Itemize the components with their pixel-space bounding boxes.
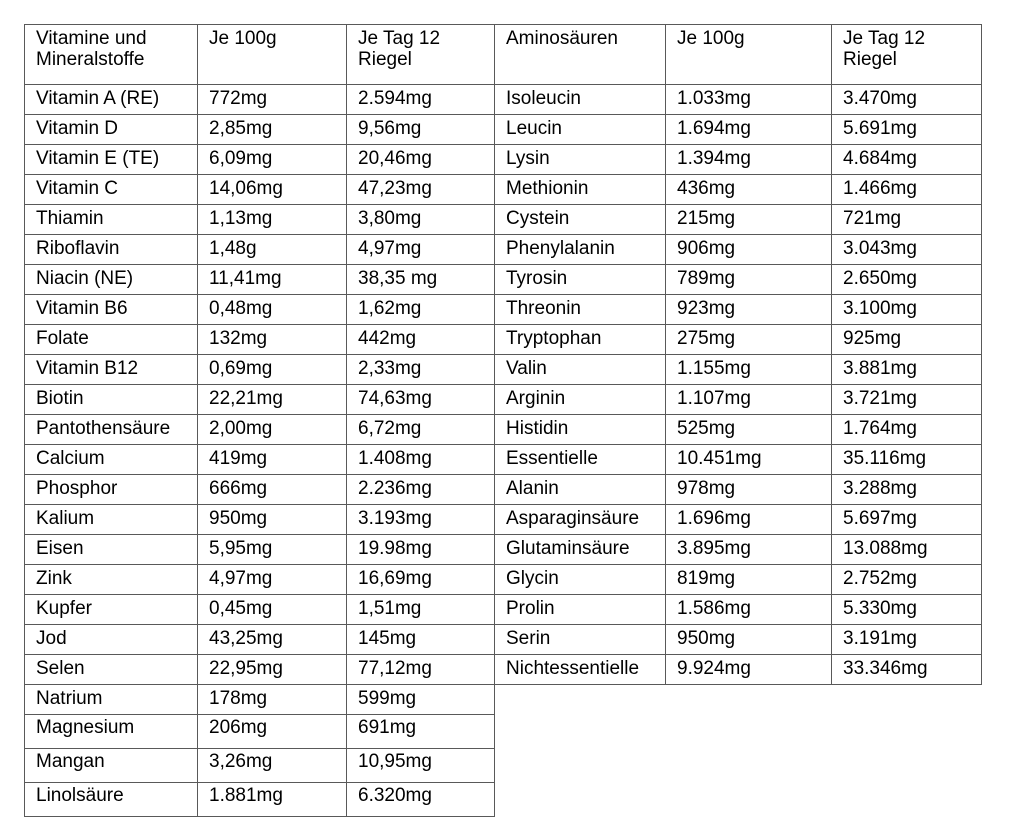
vitamins-cell: 9,56mg [347,115,495,145]
amino-cell: 525mg [666,415,832,445]
table-row [25,145,495,175]
amino-cell: 1.764mg [832,415,982,445]
amino-cell: 1.107mg [666,385,832,415]
amino-cell: 215mg [666,205,832,235]
amino-cell: 1.155mg [666,355,832,385]
vitamins-cell: 132mg [198,325,347,355]
amino-cell: 3.288mg [832,475,982,505]
vitamins-cell: Magnesium [25,715,198,749]
vitamins-cell: 16,69mg [347,565,495,595]
vitamins-cell: 4,97mg [198,565,347,595]
vitamins-cell: Riboflavin [25,235,198,265]
vitamins-header-cell: Je Tag 12 Riegel [347,25,495,85]
amino-cell: Isoleucin [495,85,666,115]
amino-header-row [495,25,982,85]
amino-cell: 3.100mg [832,295,982,325]
vitamins-cell: 691mg [347,715,495,749]
table-row [25,115,495,145]
vitamins-cell: Niacin (NE) [25,265,198,295]
table-row [495,175,982,205]
table-row [495,295,982,325]
vitamins-header-cell: Je 100g [198,25,347,85]
table-row [25,625,495,655]
amino-header-cell: Je 100g [666,25,832,85]
amino-cell: Arginin [495,385,666,415]
vitamins-cell: 772mg [198,85,347,115]
amino-cell: Nichtessentielle [495,655,666,685]
vitamins-cell: 145mg [347,625,495,655]
vitamins-cell: 206mg [198,715,347,749]
table-row [25,325,495,355]
amino-cell: Tyrosin [495,265,666,295]
amino-header-cell: Aminosäuren [495,25,666,85]
vitamins-cell: 950mg [198,505,347,535]
vitamins-cell: 2,85mg [198,115,347,145]
amino-cell: Threonin [495,295,666,325]
amino-acids-table [494,24,982,685]
table-row [495,235,982,265]
table-row [25,715,495,749]
table-row [495,445,982,475]
table-row [25,295,495,325]
amino-cell: 9.924mg [666,655,832,685]
vitamins-cell: 2.594mg [347,85,495,115]
table-row [25,205,495,235]
vitamins-cell: Vitamin E (TE) [25,145,198,175]
amino-cell: 3.470mg [832,85,982,115]
table-row [25,749,495,783]
table-row [25,355,495,385]
amino-cell: Alanin [495,475,666,505]
amino-cell: 950mg [666,625,832,655]
vitamins-cell: 6,09mg [198,145,347,175]
vitamins-cell: 5,95mg [198,535,347,565]
amino-cell: 3.721mg [832,385,982,415]
vitamins-cell: Calcium [25,445,198,475]
amino-cell: 275mg [666,325,832,355]
amino-cell: 923mg [666,295,832,325]
vitamins-table [24,24,495,817]
amino-cell: 1.033mg [666,85,832,115]
vitamins-cell: 419mg [198,445,347,475]
amino-cell: 3.191mg [832,625,982,655]
amino-cell: 819mg [666,565,832,595]
amino-cell: Tryptophan [495,325,666,355]
table-row [495,655,982,685]
vitamins-cell: 1,51mg [347,595,495,625]
amino-cell: 10.451mg [666,445,832,475]
amino-cell: 5.697mg [832,505,982,535]
vitamins-cell: 1.881mg [198,783,347,817]
amino-cell: 906mg [666,235,832,265]
vitamins-cell: 6,72mg [347,415,495,445]
vitamins-cell: 442mg [347,325,495,355]
table-row [25,175,495,205]
vitamins-cell: Vitamin A (RE) [25,85,198,115]
table-row [25,235,495,265]
vitamins-cell: Kupfer [25,595,198,625]
table-row [25,85,495,115]
vitamins-cell: Linolsäure [25,783,198,817]
table-row [495,505,982,535]
vitamins-cell: 77,12mg [347,655,495,685]
vitamins-cell: 3,26mg [198,749,347,783]
amino-cell: Prolin [495,595,666,625]
amino-cell: 1.466mg [832,175,982,205]
vitamins-cell: Pantothensäure [25,415,198,445]
vitamins-cell: 1,13mg [198,205,347,235]
table-row [495,595,982,625]
vitamins-cell: 0,48mg [198,295,347,325]
amino-cell: 35.116mg [832,445,982,475]
vitamins-cell: 666mg [198,475,347,505]
vitamins-cell: 3.193mg [347,505,495,535]
table-row [25,655,495,685]
vitamins-cell: Zink [25,565,198,595]
table-row [25,505,495,535]
vitamins-cell: Selen [25,655,198,685]
amino-cell: 789mg [666,265,832,295]
vitamins-cell: 0,69mg [198,355,347,385]
amino-cell: Glycin [495,565,666,595]
table-row [495,115,982,145]
table-row [25,385,495,415]
amino-cell: 1.694mg [666,115,832,145]
amino-header-cell: Je Tag 12 Riegel [832,25,982,85]
amino-cell: Phenylalanin [495,235,666,265]
vitamins-cell: Kalium [25,505,198,535]
table-row [495,565,982,595]
amino-cell: 721mg [832,205,982,235]
amino-cell: Lysin [495,145,666,175]
vitamins-cell: Vitamin B12 [25,355,198,385]
table-row [495,385,982,415]
vitamins-cell: 2,00mg [198,415,347,445]
table-row [25,415,495,445]
vitamins-cell: Jod [25,625,198,655]
amino-cell: Serin [495,625,666,655]
table-row [25,595,495,625]
table-row [25,565,495,595]
table-row [495,355,982,385]
table-row [25,445,495,475]
amino-cell: 5.330mg [832,595,982,625]
table-row [495,325,982,355]
amino-cell: 2.650mg [832,265,982,295]
amino-cell: 3.043mg [832,235,982,265]
table-row [25,685,495,715]
amino-cell: 925mg [832,325,982,355]
amino-cell: Glutaminsäure [495,535,666,565]
vitamins-cell: 1.408mg [347,445,495,475]
vitamins-cell: 22,95mg [198,655,347,685]
vitamins-cell: Folate [25,325,198,355]
vitamins-cell: Vitamin C [25,175,198,205]
table-row [25,783,495,817]
amino-cell: Histidin [495,415,666,445]
amino-cell: Valin [495,355,666,385]
vitamins-cell: 2,33mg [347,355,495,385]
amino-cell: 1.586mg [666,595,832,625]
vitamins-header-cell: Vitamine und Mineralstoffe [25,25,198,85]
vitamins-cell: Mangan [25,749,198,783]
amino-cell: 3.895mg [666,535,832,565]
table-row [25,265,495,295]
vitamins-cell: 19.98mg [347,535,495,565]
amino-cell: 4.684mg [832,145,982,175]
vitamins-cell: 43,25mg [198,625,347,655]
vitamins-cell: Natrium [25,685,198,715]
vitamins-cell: 38,35 mg [347,265,495,295]
amino-cell: 1.696mg [666,505,832,535]
amino-cell: 5.691mg [832,115,982,145]
vitamins-cell: 2.236mg [347,475,495,505]
table-row [25,475,495,505]
vitamins-header-row [25,25,495,85]
table-row [495,265,982,295]
vitamins-cell: 47,23mg [347,175,495,205]
amino-cell: 436mg [666,175,832,205]
vitamins-cell: 74,63mg [347,385,495,415]
amino-cell: Cystein [495,205,666,235]
amino-cell: Leucin [495,115,666,145]
table-row [495,85,982,115]
vitamins-cell: 6.320mg [347,783,495,817]
vitamins-cell: Vitamin B6 [25,295,198,325]
vitamins-cell: 3,80mg [347,205,495,235]
table-row [495,145,982,175]
vitamins-cell: 599mg [347,685,495,715]
vitamins-cell: 1,62mg [347,295,495,325]
vitamins-cell: 1,48g [198,235,347,265]
vitamins-cell: Vitamin D [25,115,198,145]
vitamins-cell: Thiamin [25,205,198,235]
amino-cell: 3.881mg [832,355,982,385]
vitamins-cell: 10,95mg [347,749,495,783]
vitamins-cell: 11,41mg [198,265,347,295]
table-row [495,415,982,445]
amino-cell: 33.346mg [832,655,982,685]
vitamins-cell: 20,46mg [347,145,495,175]
table-row [25,535,495,565]
table-row [495,535,982,565]
vitamins-cell: 178mg [198,685,347,715]
vitamins-cell: 4,97mg [347,235,495,265]
vitamins-cell: Eisen [25,535,198,565]
amino-cell: 1.394mg [666,145,832,175]
vitamins-cell: 0,45mg [198,595,347,625]
amino-cell: 2.752mg [832,565,982,595]
amino-cell: Asparaginsäure [495,505,666,535]
vitamins-cell: 14,06mg [198,175,347,205]
table-row [495,625,982,655]
table-row [495,205,982,235]
table-row [495,475,982,505]
amino-cell: 978mg [666,475,832,505]
vitamins-cell: Biotin [25,385,198,415]
amino-cell: 13.088mg [832,535,982,565]
vitamins-cell: Phosphor [25,475,198,505]
amino-cell: Essentielle [495,445,666,475]
amino-cell: Methionin [495,175,666,205]
vitamins-cell: 22,21mg [198,385,347,415]
